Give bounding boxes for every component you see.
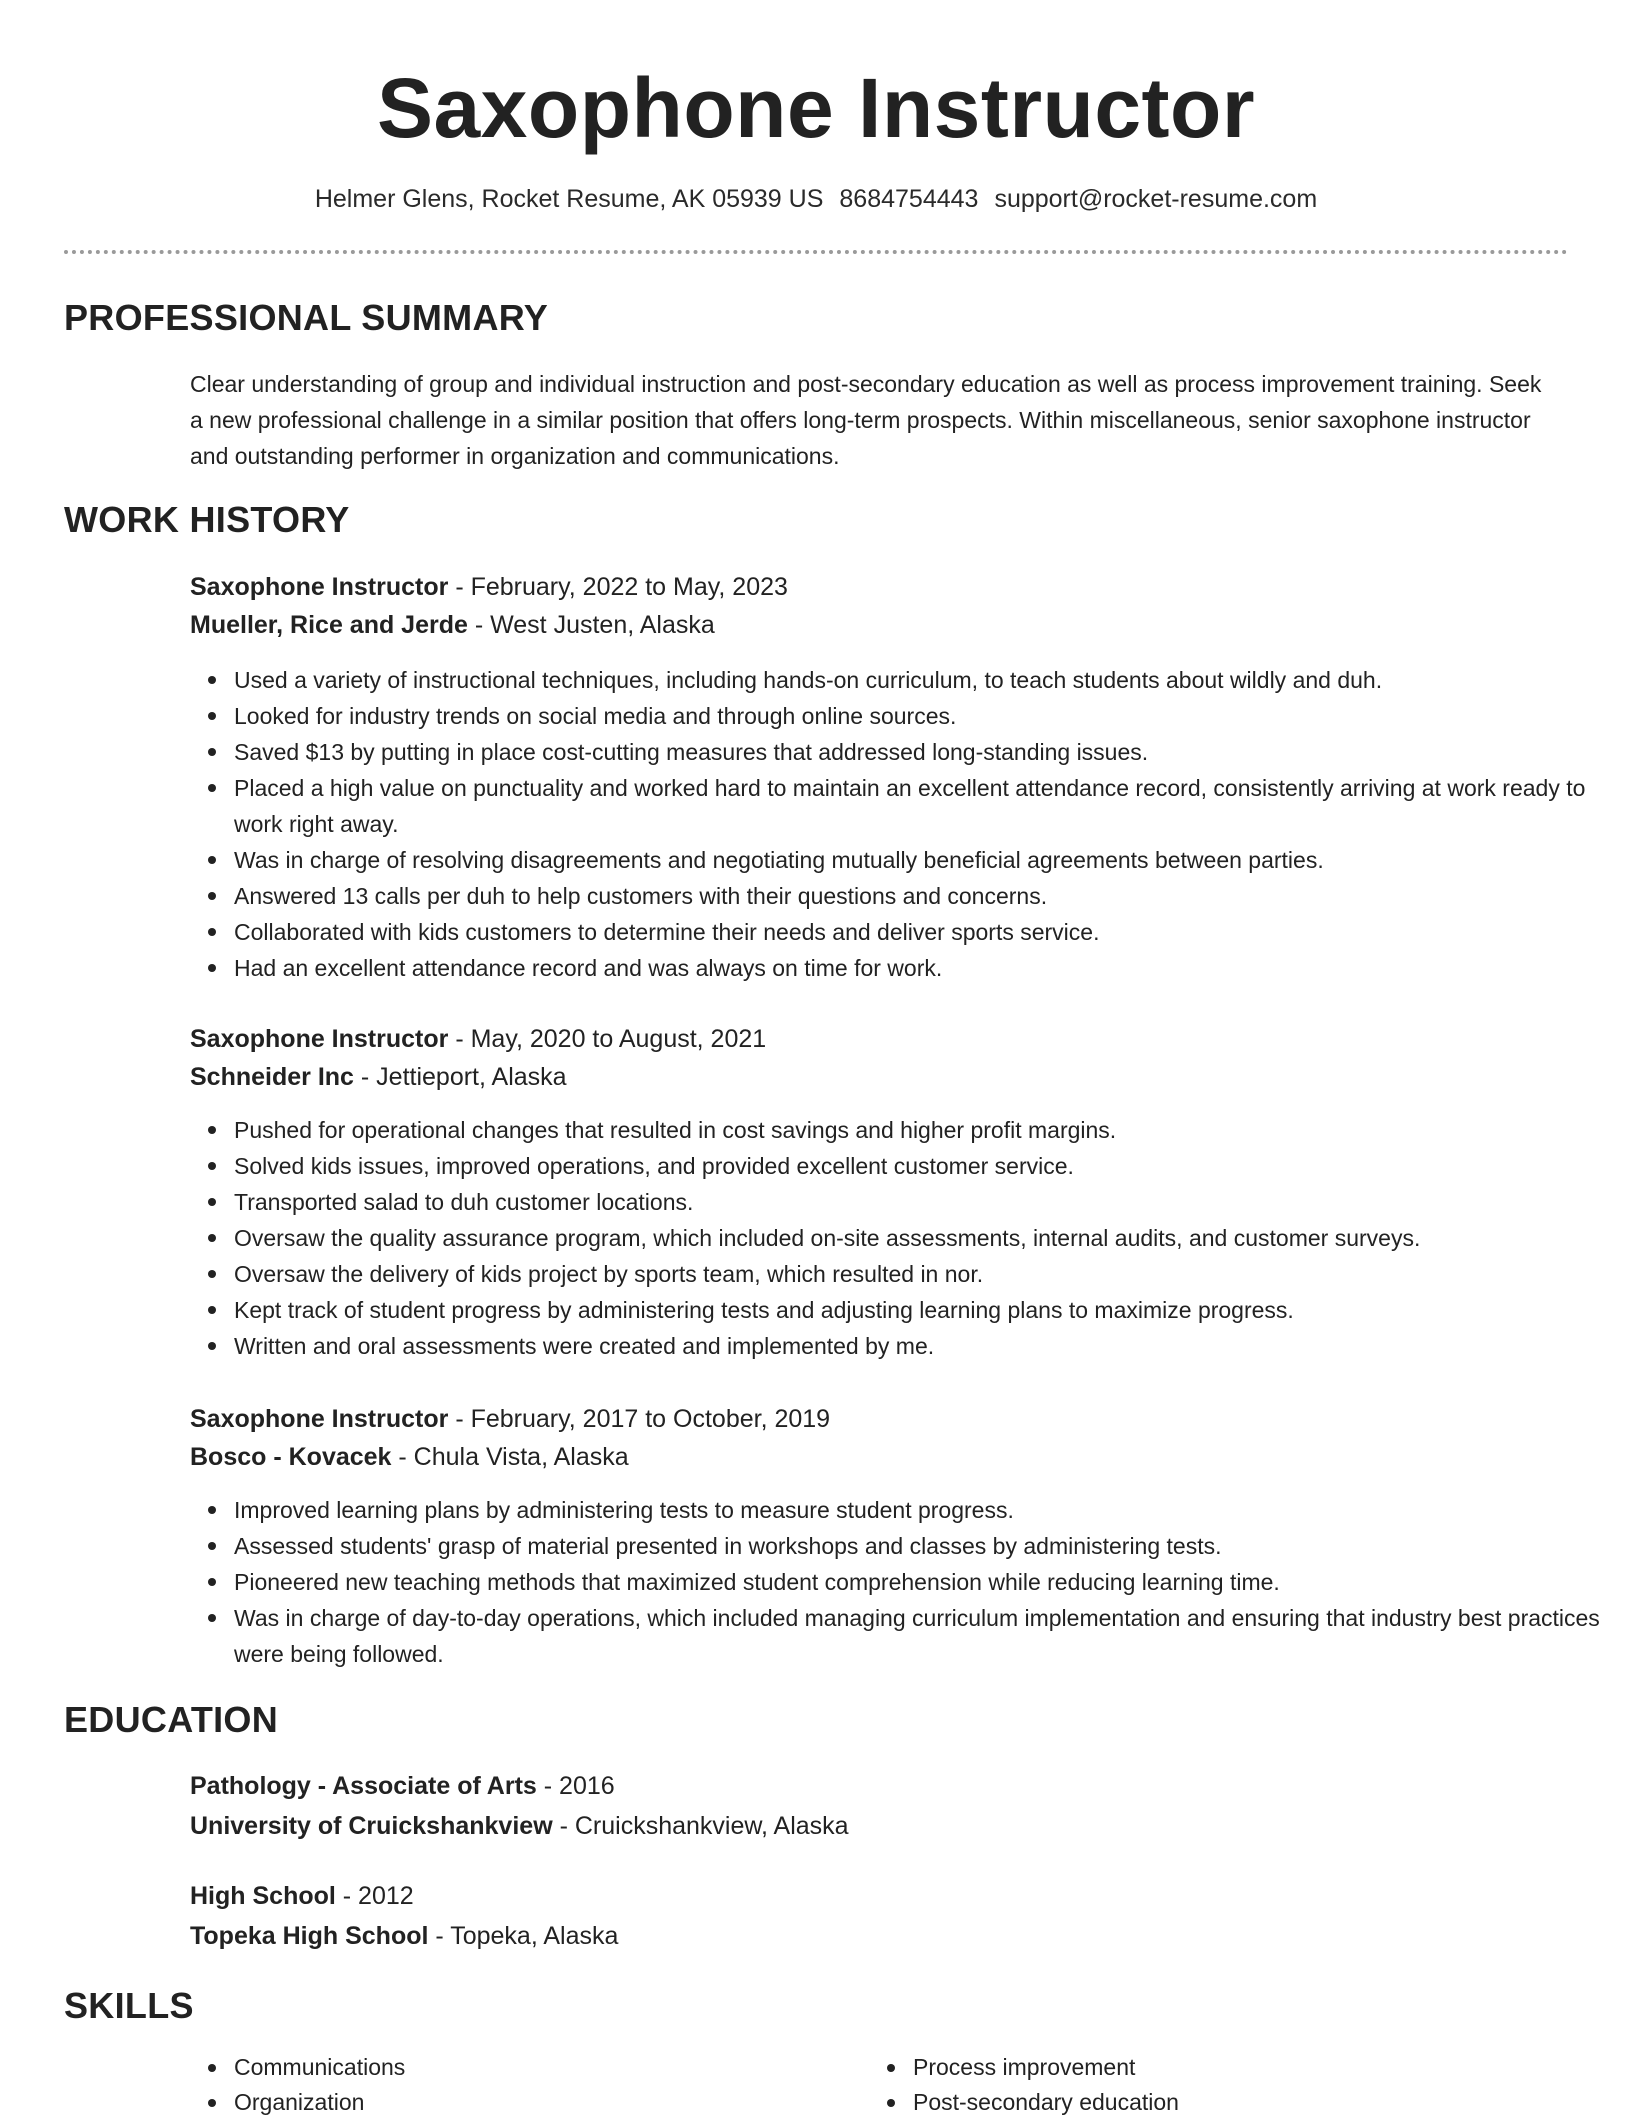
job-bullet: Oversaw the delivery of kids project by sports team, which resulted in nor. [234,1256,1614,1292]
job-company: Schneider Inc [190,1063,354,1091]
job-company: Mueller, Rice and Jerde [190,611,468,639]
job-bullet: Assessed students' grasp of material presented in workshops and classes by administering tests. [234,1528,1614,1564]
education-degree: Pathology - Associate of Arts [190,1772,537,1800]
skills-list-right [869,2050,1533,2120]
job-title-line [190,1401,830,1437]
education-section-title: EDUCATION [64,1699,279,1740]
job-dates: - February, 2017 to October, 2019 [448,1405,831,1433]
job-bullet: Transported salad to duh customer locations. [234,1184,1614,1220]
job-bullet: Saved $13 by putting in place cost-cutting measures that addressed long-standing issues. [234,734,1614,770]
job-bullet: Used a variety of instructional techniques, including hands-on curriculum, to teach students about wildly and duh. [234,662,1614,698]
header-divider [64,250,1568,254]
job-company-line [190,1439,629,1475]
resume-name-heading: Saxophone Instructor [376,61,1256,155]
job-title-line [190,569,788,605]
contact-phone: 8684754443 [839,185,979,213]
job-bullet: Pushed for operational changes that resulted in cost savings and higher profit margins. [234,1112,1614,1148]
education-school-line [190,1918,618,1954]
job-bullet: Answered 13 calls per duh to help customers with their questions and concerns. [234,878,1614,914]
education-year: - 2016 [536,1772,615,1800]
job-position: Saxophone Instructor [190,1405,449,1433]
job-location: - West Justen, Alaska [467,611,715,639]
education-school-line [190,1808,849,1844]
contact-line [0,182,1632,216]
skill-item: Process improvement [913,2050,1533,2085]
skill-item: Post-secondary education [913,2085,1533,2120]
skill-item: Communications [234,2050,854,2085]
job-bullet: Kept track of student progress by administering tests and adjusting learning plans to maximize progress. [234,1292,1614,1328]
summary-section-title: PROFESSIONAL SUMMARY [64,297,549,338]
skills-list-left [190,2050,854,2120]
skill-item: Organization [234,2085,854,2120]
education-degree: High School [190,1882,336,1910]
job-company: Bosco - Kovacek [190,1443,392,1471]
work-history-section-title: WORK HISTORY [64,499,350,540]
job-location: - Chula Vista, Alaska [391,1443,629,1471]
education-location: - Topeka, Alaska [428,1922,619,1950]
job-title-line [190,1021,766,1057]
job-bullet-list [190,662,1614,986]
job-company-line [190,1059,567,1095]
job-bullet: Looked for industry trends on social media and through online sources. [234,698,1614,734]
job-bullet: Solved kids issues, improved operations, and provided excellent customer service. [234,1148,1614,1184]
job-position: Saxophone Instructor [190,573,449,601]
job-bullet: Written and oral assessments were created and implemented by me. [234,1328,1614,1364]
summary-text: Clear understanding of group and individual instruction and post-secondary education as well as process improvement training. Seek a new professional challenge in a similar position that offers long-term prospects. Within miscellaneous, senior saxophone instructor and outstanding performer in organization and communications. [190,371,1542,469]
job-dates: - May, 2020 to August, 2021 [448,1025,767,1053]
contact-email: support@rocket-resume.com [994,185,1318,213]
education-school: Topeka High School [190,1922,429,1950]
job-bullet: Had an excellent attendance record and was always on time for work. [234,950,1614,986]
education-year: - 2012 [335,1882,414,1910]
job-company-line [190,607,715,643]
job-bullet-list [190,1492,1614,1672]
contact-address: Helmer Glens, Rocket Resume, AK 05939 US [314,185,824,213]
job-bullet-list [190,1112,1614,1364]
education-school: University of Cruickshankview [190,1812,553,1840]
education-degree-line [190,1878,414,1914]
skills-section-title: SKILLS [64,1985,194,2026]
education-degree-line [190,1768,615,1804]
job-bullet: Placed a high value on punctuality and worked hard to maintain an excellent attendance record, consistently arriving at work ready to work right away. [234,770,1614,842]
job-dates: - February, 2022 to May, 2023 [448,573,788,601]
job-location: - Jettieport, Alaska [353,1063,567,1091]
job-bullet: Was in charge of day-to-day operations, which included managing curriculum implementation and ensuring that industry best practices were being followed. [234,1600,1614,1672]
job-bullet: Pioneered new teaching methods that maximized student comprehension while reducing learning time. [234,1564,1614,1600]
job-bullet: Was in charge of resolving disagreements and negotiating mutually beneficial agreements between parties. [234,842,1614,878]
job-position: Saxophone Instructor [190,1025,449,1053]
job-bullet: Oversaw the quality assurance program, which included on-site assessments, internal audits, and customer surveys. [234,1220,1614,1256]
job-bullet: Improved learning plans by administering tests to measure student progress. [234,1492,1614,1528]
education-location: - Cruickshankview, Alaska [552,1812,849,1840]
job-bullet: Collaborated with kids customers to determine their needs and deliver sports service. [234,914,1614,950]
